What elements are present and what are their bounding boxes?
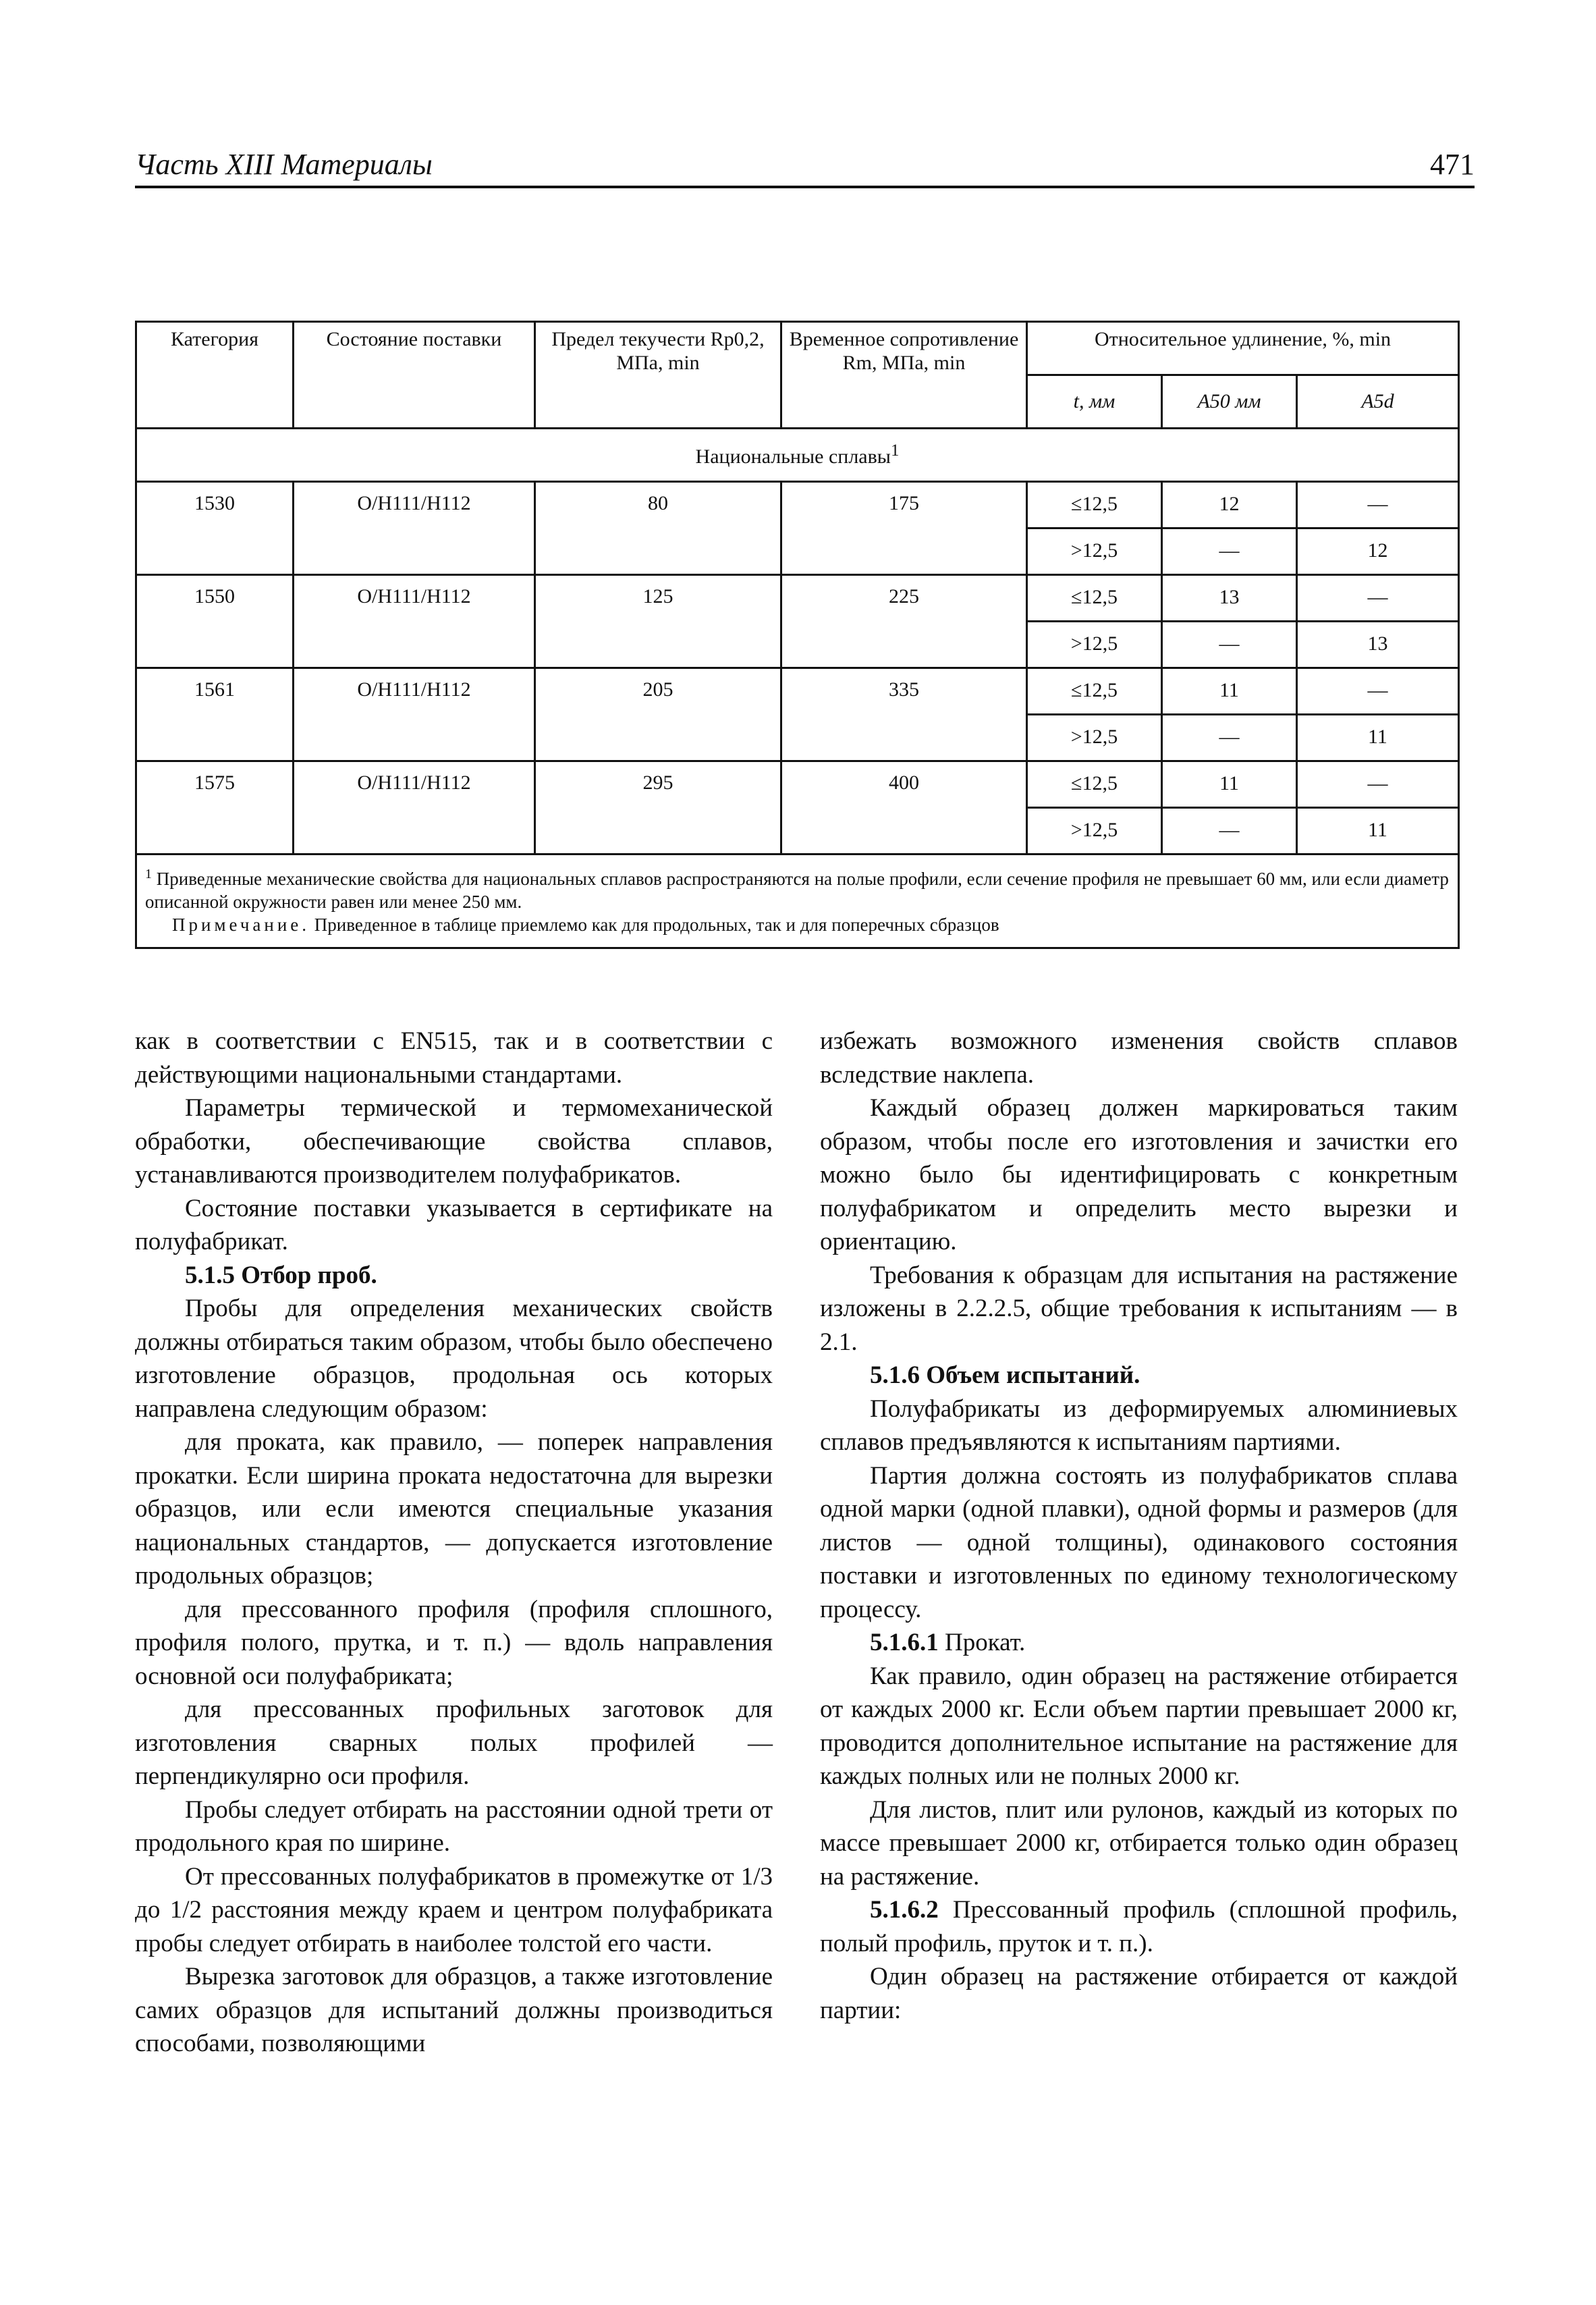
- cell-category: 1530: [136, 482, 294, 575]
- table-row: [136, 482, 1459, 528]
- section-heading: [820, 1359, 1458, 1392]
- note-block: [145, 914, 1450, 937]
- header-tensile-strength: Временное сопротивление Rm, МПа, min: [781, 322, 1027, 429]
- table-row: [136, 761, 1459, 808]
- cell-thickness: ≤12,5: [1027, 482, 1162, 528]
- cell-category: 1550: [136, 575, 294, 668]
- table-footnote-row: [136, 855, 1459, 948]
- table-row: [136, 575, 1459, 622]
- paragraph: Состояние поставки указывается в сертификате на полуфабрикат.: [135, 1194, 773, 1255]
- cell-a50: —: [1162, 715, 1297, 761]
- paragraph: Как правило, один образец на растяжение отбирается от каждых 2000 кг. Если объем партии превышает 2000 кг, проводится дополнительное испытание на растяжение для каждых полных или не полных 2000 кг.: [820, 1662, 1458, 1790]
- cell-a5d: —: [1297, 668, 1459, 715]
- section-heading: [135, 1259, 773, 1293]
- heading-number: 5.1.5: [185, 1261, 235, 1289]
- paragraph: Пробы следует отбирать на расстоянии одной трети от продольного края по ширине.: [135, 1795, 773, 1857]
- section-footnote-mark: 1: [890, 441, 900, 460]
- page-header: [135, 145, 1475, 188]
- header-thickness: t, мм: [1027, 375, 1162, 429]
- cell-tensile-strength: 175: [781, 482, 1027, 575]
- cell-yield-strength: 125: [535, 575, 781, 668]
- cell-a50: 12: [1162, 482, 1297, 528]
- cell-condition: О/Н111/Н112: [294, 668, 535, 761]
- cell-thickness: >12,5: [1027, 622, 1162, 668]
- cell-tensile-strength: 335: [781, 668, 1027, 761]
- cell-a50: 11: [1162, 761, 1297, 808]
- header-category: Категория: [136, 322, 294, 429]
- paragraph: Параметры термической и термомеханической обработки, обеспечивающие свойства сплавов, устанавливаются производителем полуфабрикатов.: [135, 1094, 773, 1189]
- heading-number: 5.1.6: [870, 1361, 920, 1389]
- cell-yield-strength: 80: [535, 482, 781, 575]
- paragraph: Для листов, плит или рулонов, каждый из которых по массе превышает 2000 кг, отбирается только один образец на растяжение.: [820, 1795, 1458, 1891]
- running-title: Часть XIII Материалы: [135, 148, 433, 181]
- cell-a5d: 11: [1297, 715, 1459, 761]
- paragraph: для прессованного профиля (профиля сплошного, профиля полого, прутка, и т. п.) — вдоль направления основной оси полуфабриката;: [135, 1595, 773, 1690]
- heading-text: Отбор проб.: [241, 1261, 377, 1289]
- cell-thickness: >12,5: [1027, 528, 1162, 575]
- heading-text: Объем испытаний.: [926, 1361, 1140, 1389]
- cell-tensile-strength: 400: [781, 761, 1027, 855]
- footnote-text: Приведенные механические свойства для национальных сплавов распространяются на полые профили, если сечение профиля не превышает 60 мм, или если диаметр описанной окружности равен или менее 250 мм.: [145, 869, 1449, 912]
- properties-table: [135, 321, 1460, 949]
- section-title-text: Национальные сплавы: [695, 445, 891, 468]
- header-a5d: A5d: [1297, 375, 1459, 429]
- cell-a50: —: [1162, 622, 1297, 668]
- cell-yield-strength: 205: [535, 668, 781, 761]
- cell-a5d: —: [1297, 482, 1459, 528]
- cell-tensile-strength: 225: [781, 575, 1027, 668]
- table-footnote: [136, 855, 1459, 948]
- paragraph: Каждый образец должен маркироваться таким образом, чтобы после его изготовления и зачистки его можно было бы идентифицировать с конкретным полуфабрикатом и определить место вырезки и ориентацию.: [820, 1094, 1458, 1255]
- cell-thickness: >12,5: [1027, 808, 1162, 855]
- header-elongation: Относительное удлинение, %, min: [1027, 322, 1459, 375]
- cell-a50: 11: [1162, 668, 1297, 715]
- cell-a5d: 12: [1297, 528, 1459, 575]
- cell-condition: О/Н111/Н112: [294, 761, 535, 855]
- cell-condition: О/Н111/Н112: [294, 482, 535, 575]
- cell-a5d: 11: [1297, 808, 1459, 855]
- cell-a5d: —: [1297, 761, 1459, 808]
- header-a50: A50 мм: [1162, 375, 1297, 429]
- heading-text: Прессованный профиль (сплошной профиль, полый профиль, пруток и т. п.).: [820, 1896, 1458, 1957]
- paragraph: избежать возможного изменения свойств сплавов вследствие наклепа.: [820, 1027, 1458, 1089]
- left-text-column: [135, 1025, 773, 2061]
- paragraph: Один образец на растяжение отбирается от каждой партии:: [820, 1963, 1458, 2024]
- paragraph: От прессованных полуфабрикатов в промежутке от 1/3 до 1/2 расстояния между краем и центром полуфабриката пробы следует отбирать в наиболее толстой его части.: [135, 1862, 773, 1957]
- cell-thickness: ≤12,5: [1027, 761, 1162, 808]
- paragraph: как в соответствии с EN515, так и в соответствии с действующими национальными стандартами.: [135, 1027, 773, 1089]
- note-text: Приведенное в таблице приемлемо как для продольных, так и для поперечных сбразцов: [314, 914, 999, 935]
- cell-a5d: 13: [1297, 622, 1459, 668]
- paragraph: Требования к образцам для испытания на растяжение изложены в 2.2.2.5, общие требования к испытаниям — в 2.1.: [820, 1261, 1458, 1356]
- footnote-mark: 1: [145, 867, 152, 882]
- heading-text: Прокат.: [945, 1629, 1026, 1656]
- cell-category: 1575: [136, 761, 294, 855]
- cell-thickness: ≤12,5: [1027, 575, 1162, 622]
- subsection-heading: [820, 1626, 1458, 1660]
- page-number: 471: [1430, 148, 1475, 181]
- cell-thickness: >12,5: [1027, 715, 1162, 761]
- cell-a50: —: [1162, 808, 1297, 855]
- cell-a5d: —: [1297, 575, 1459, 622]
- paragraph: Вырезка заготовок для образцов, а также изготовление самих образцов для испытаний должны производиться способами, позволяющими: [135, 1963, 773, 2057]
- section-title: [136, 429, 1459, 482]
- cell-thickness: ≤12,5: [1027, 668, 1162, 715]
- paragraph: Пробы для определения механических свойств должны отбираться таким образом, чтобы было обеспечено изготовление образцов, продольная ось которых направлена следующим образом:: [135, 1295, 773, 1423]
- cell-condition: О/Н111/Н112: [294, 575, 535, 668]
- paragraph: Партия должна состоять из полуфабрикатов сплава одной марки (одной плавки), одной формы и размеров (для листов — одной толщины), одинакового состояния поставки и изготовленных по единому технологическому процессу.: [820, 1461, 1458, 1623]
- heading-number: 5.1.6.1: [870, 1629, 939, 1656]
- header-yield-strength: Предел текучести Rp0,2, МПа, min: [535, 322, 781, 429]
- footnote-text-block: [145, 866, 1450, 914]
- cell-yield-strength: 295: [535, 761, 781, 855]
- paragraph: Полуфабрикаты из деформируемых алюминиевых сплавов предъявляются к испытаниям партиями.: [820, 1394, 1458, 1456]
- paragraph: для прессованных профильных заготовок для изготовления сварных полых профилей — перпендикулярно оси профиля.: [135, 1696, 773, 1790]
- cell-category: 1561: [136, 668, 294, 761]
- header-condition: Состояние поставки: [294, 322, 535, 429]
- cell-a50: 13: [1162, 575, 1297, 622]
- note-label: Примечание.: [172, 914, 310, 935]
- right-text-column: [820, 1025, 1458, 2027]
- cell-a50: —: [1162, 528, 1297, 575]
- heading-number: 5.1.6.2: [870, 1896, 939, 1924]
- paragraph: для проката, как правило, — поперек направления прокатки. Если ширина проката недостаточна для вырезки образцов, или если имеются специальные указания национальных стандартов, — допускается изготовление продольных образцов;: [135, 1428, 773, 1590]
- table-row: [136, 668, 1459, 715]
- subsection-heading: [820, 1893, 1458, 1960]
